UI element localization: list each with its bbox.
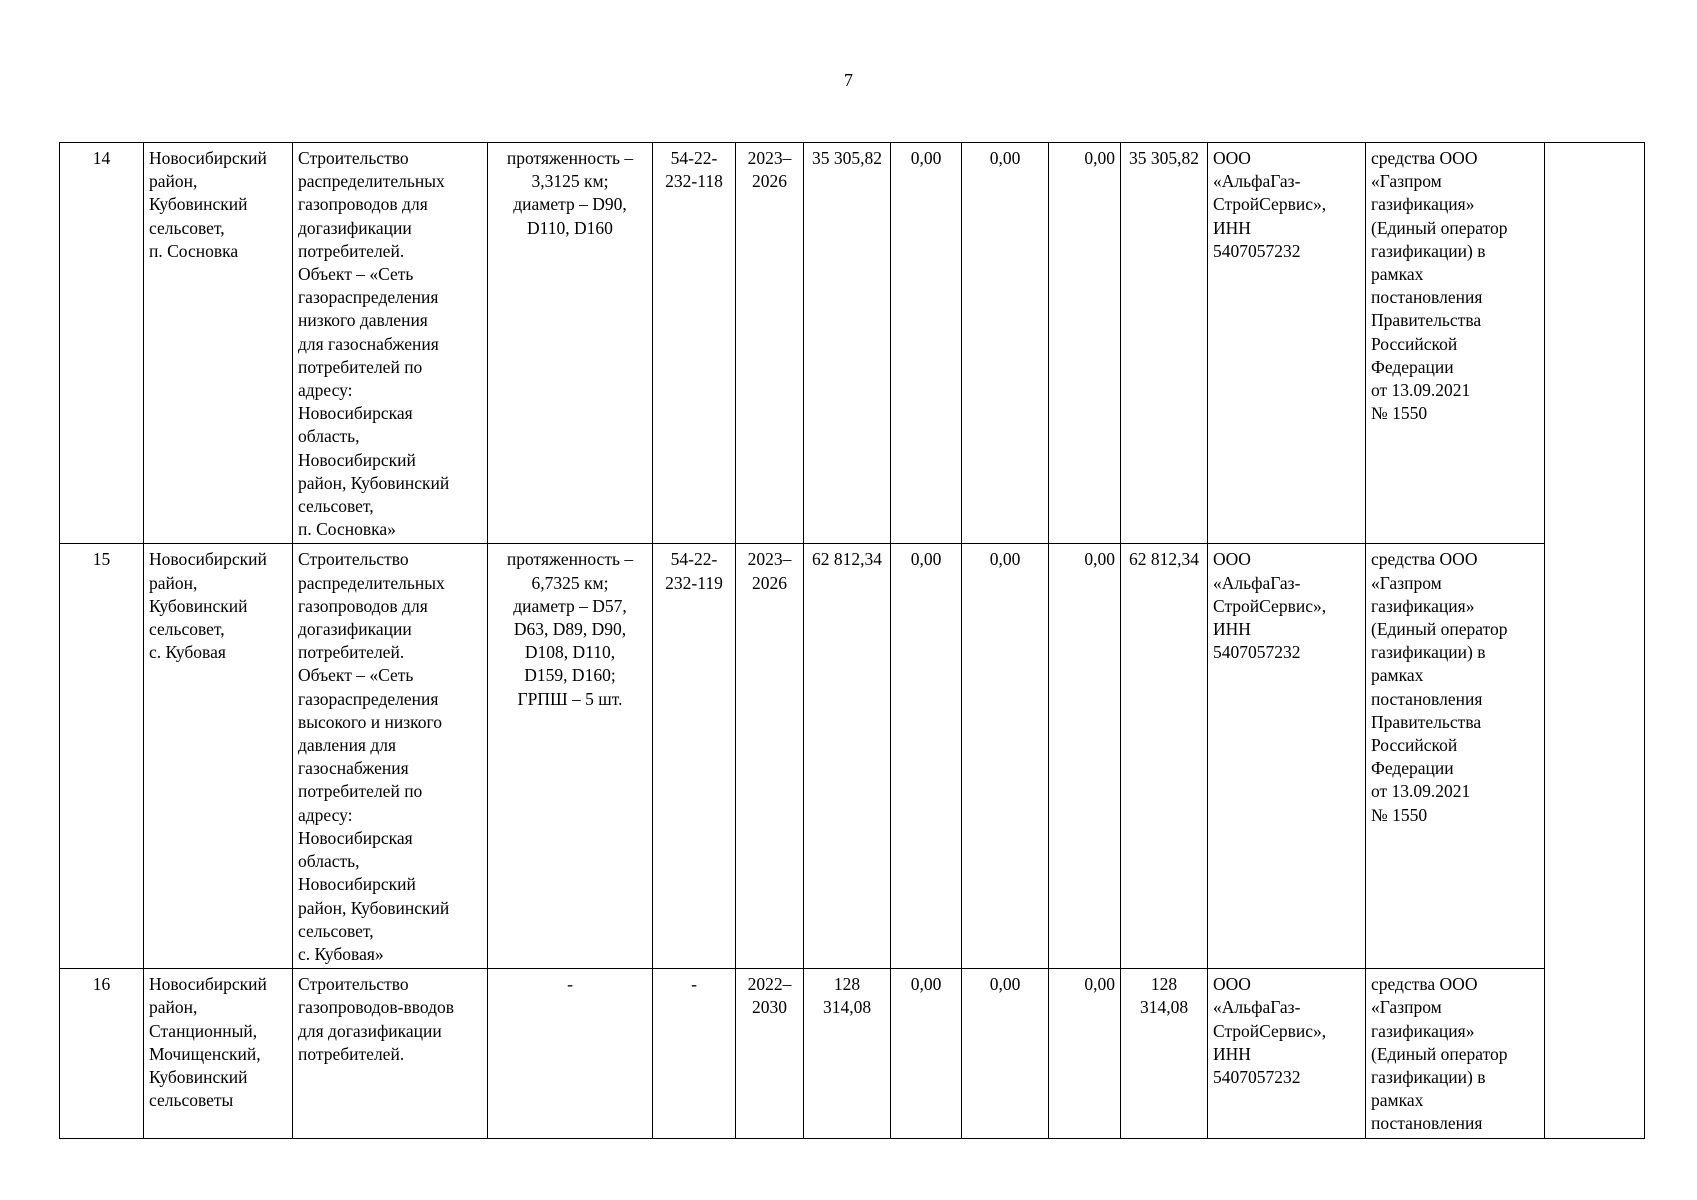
value-cell-1: 0,00 [891,969,962,1138]
value-cell-4: 128 314,08 [1121,969,1208,1138]
source-cell: средства ООО «Газпром газификация» (Единый оператор газификации) в рамках постановления [1366,969,1545,1138]
total-cell: 35 305,82 [804,143,891,544]
parameters-cell: - [488,969,653,1138]
value-cell-3: 0,00 [1049,969,1121,1138]
description-cell: Строительство распределительных газопроводов для догазификации потребителей. Объект – «Сеть газораспределения высокого и низкого давления для газоснабжения потребителей по адресу: Новосибирская область, Новосибирский район, Кубовинский сельсовет, с. Кубовая» [293,544,488,969]
executor-cell: ООО «АльфаГаз- СтройСервис», ИНН 5407057232 [1208,544,1366,969]
source-cell: средства ООО «Газпром газификация» (Единый оператор газификации) в рамках постановления Правительства Российской Федерации от 13.09.2021 № 1550 [1366,143,1545,544]
value-cell-4: 62 812,34 [1121,544,1208,969]
period-cell: 2022– 2030 [736,969,804,1138]
district-cell: Новосибирский район, Кубовинский сельсовет, с. Кубовая [144,544,293,969]
value-cell-3: 0,00 [1049,544,1121,969]
code-cell: 54-22- 232-119 [653,544,736,969]
value-cell-1: 0,00 [891,544,962,969]
period-cell: 2023– 2026 [736,143,804,544]
code-cell: - [653,969,736,1138]
period-cell: 2023– 2026 [736,544,804,969]
total-cell: 62 812,34 [804,544,891,969]
row-number-cell: 14 [60,143,144,544]
code-cell: 54-22- 232-118 [653,143,736,544]
total-cell: 128 314,08 [804,969,891,1138]
district-cell: Новосибирский район, Кубовинский сельсовет, п. Сосновка [144,143,293,544]
page-number: 7 [844,70,853,90]
empty-column [1545,143,1645,1139]
table-row [60,143,1645,544]
row-number-cell: 16 [60,969,144,1138]
district-cell: Новосибирский район, Станционный, Мочищенский, Кубовинский сельсоветы [144,969,293,1138]
row-number-cell: 15 [60,544,144,969]
source-cell: средства ООО «Газпром газификация» (Единый оператор газификации) в рамках постановления Правительства Российской Федерации от 13.09.2021 № 1550 [1366,544,1545,969]
parameters-cell: протяженность – 6,7325 км; диаметр – D57, D63, D89, D90, D108, D110, D159, D160; ГРПШ – 5 шт. [488,544,653,969]
value-cell-1: 0,00 [891,143,962,544]
description-cell: Строительство газопроводов-вводов для догазификации потребителей. [293,969,488,1138]
value-cell-2: 0,00 [962,143,1049,544]
parameters-cell: протяженность – 3,3125 км; диаметр – D90, D110, D160 [488,143,653,544]
table-row [60,544,1645,969]
description-cell: Строительство распределительных газопроводов для догазификации потребителей. Объект – «Сеть газораспределения низкого давления для газоснабжения потребителей по адресу: Новосибирская область, Новосибирский район, Кубовинский сельсовет, п. Сосновка» [293,143,488,544]
value-cell-3: 0,00 [1049,143,1121,544]
value-cell-2: 0,00 [962,969,1049,1138]
table-row [60,969,1645,1138]
value-cell-4: 35 305,82 [1121,143,1208,544]
executor-cell: ООО «АльфаГаз- СтройСервис», ИНН 5407057232 [1208,969,1366,1138]
executor-cell: ООО «АльфаГаз- СтройСервис», ИНН 5407057232 [1208,143,1366,544]
projects-table [59,142,1645,1139]
value-cell-2: 0,00 [962,544,1049,969]
